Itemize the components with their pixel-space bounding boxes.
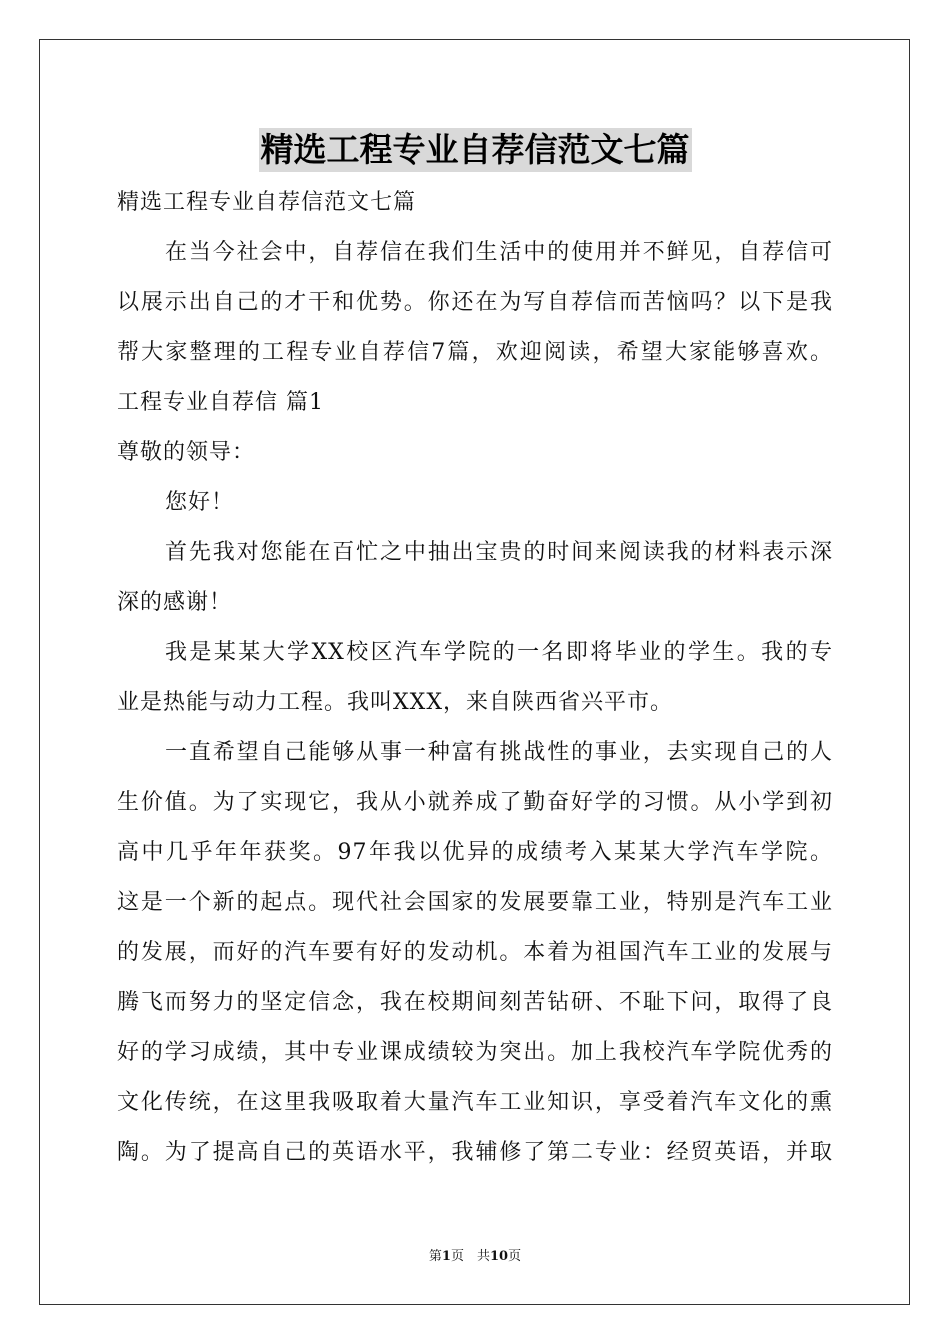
page-prefix: 第	[428, 1249, 442, 1264]
paragraph-line: 深的感谢！	[117, 590, 233, 615]
paragraph-line: 生价值。为了实现它，我从小就养成了勤奋好学的习惯。从小学到初	[117, 790, 833, 815]
paragraph-line: 业是热能与动力工程。我叫XXX，来自陕西省兴平市。	[117, 690, 673, 715]
subtitle-line: 精选工程专业自荐信范文七篇	[117, 190, 417, 215]
page-footer	[0, 1245, 950, 1264]
page-suffix: 页	[508, 1249, 522, 1264]
paragraph-line: 的发展，而好的汽车要有好的发动机。本着为祖国汽车工业的发展与	[117, 940, 833, 965]
paragraph-line: 我是某某大学XX校区汽车学院的一名即将毕业的学生。我的专	[165, 640, 833, 665]
paragraph-line: 好的学习成绩，其中专业课成绩较为突出。加上我校汽车学院优秀的	[117, 1040, 833, 1065]
section-heading: 工程专业自荐信 篇1	[117, 390, 324, 415]
paragraph-line: 这是一个新的起点。现代社会国家的发展要靠工业，特别是汽车工业	[117, 890, 833, 915]
paragraph-line: 文化传统，在这里我吸取着大量汽车工业知识，享受着汽车文化的熏	[117, 1090, 833, 1115]
title-wrap	[0, 128, 950, 172]
page-mid: 页 共	[450, 1249, 490, 1264]
paragraph-line: 在当今社会中，自荐信在我们生活中的使用并不鲜见，自荐信可	[165, 240, 833, 265]
document-body	[117, 178, 833, 1178]
paragraph-line: 一直希望自己能够从事一种富有挑战性的事业，去实现自己的人	[165, 740, 833, 765]
paragraph-line: 腾飞而努力的坚定信念，我在校期间刻苦钻研、不耻下问，取得了良	[117, 990, 833, 1015]
salutation: 尊敬的领导：	[117, 440, 256, 465]
paragraph-line: 以展示出自己的才干和优势。你还在为写自荐信而苦恼吗？以下是我	[117, 290, 833, 315]
page-current: 1	[441, 1249, 451, 1264]
document-title: 精选工程专业自荐信范文七篇	[259, 128, 692, 172]
greeting: 您好！	[165, 490, 235, 515]
paragraph-line: 高中几乎年年获奖。97年我以优异的成绩考入某某大学汽车学院。	[117, 840, 833, 865]
paragraph-line: 帮大家整理的工程专业自荐信7篇，欢迎阅读，希望大家能够喜欢。	[117, 340, 833, 365]
paragraph-line: 陶。为了提高自己的英语水平，我辅修了第二专业：经贸英语，并取	[117, 1140, 833, 1165]
page-total: 10	[489, 1249, 509, 1264]
paragraph-line: 首先我对您能在百忙之中抽出宝贵的时间来阅读我的材料表示深	[165, 540, 833, 565]
